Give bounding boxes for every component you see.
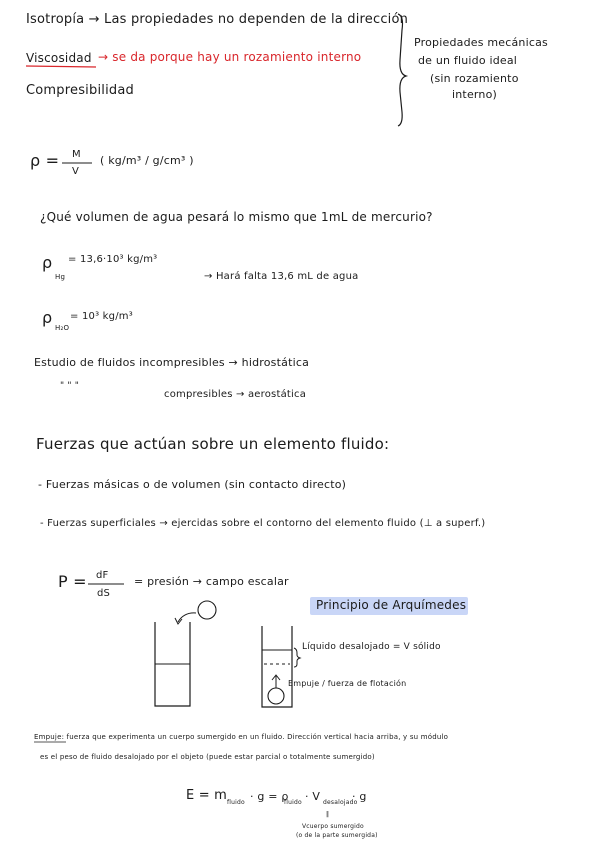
formula-V: · V bbox=[305, 790, 321, 803]
brace-note-1: Propiedades mecánicas bbox=[414, 36, 548, 49]
rho-h2o-symbol: ρ bbox=[42, 308, 53, 327]
density-denominator: V bbox=[72, 166, 80, 177]
ditto-marks: " " " bbox=[60, 381, 80, 391]
study-compressible: compresibles → aerostática bbox=[164, 389, 307, 400]
right-brace bbox=[398, 14, 406, 126]
formula-sub-fluido-1: fluido bbox=[227, 799, 245, 806]
rho-hg-value: = 13,6·10³ kg/m³ bbox=[68, 254, 158, 265]
formula-sub-fluido-2: fluido bbox=[284, 799, 302, 806]
right-beaker bbox=[262, 626, 292, 707]
pressure-lhs: P = bbox=[58, 572, 87, 591]
isotropy-line: Isotropía → Las propiedades no dependen de la dirección bbox=[26, 12, 409, 27]
formula-g: · g bbox=[352, 790, 367, 803]
rho-h2o-subscript: H₂O bbox=[55, 324, 70, 332]
left-beaker bbox=[155, 622, 190, 706]
density-numerator: M bbox=[72, 149, 81, 160]
density-lhs: ρ = bbox=[30, 151, 60, 170]
liquid-brace bbox=[294, 648, 300, 667]
volume-note-1: Vcuerpo sumergido bbox=[302, 823, 364, 830]
question-line: ¿Qué volumen de agua pesará lo mismo que 1mL de mercurio? bbox=[40, 210, 433, 224]
density-units: ( kg/m³ / g/cm³ ) bbox=[100, 154, 194, 167]
viscosidad-underline bbox=[26, 66, 96, 67]
answer-line: → Hará falta 13,6 mL de agua bbox=[204, 271, 359, 282]
study-incompressible: Estudio de fluidos incompresibles → hidrostática bbox=[34, 356, 310, 369]
volume-note-2: (o de la parte sumergida) bbox=[296, 832, 378, 839]
rho-h2o-value: = 10³ kg/m³ bbox=[70, 311, 133, 322]
compressibility-line: Compresibilidad bbox=[26, 83, 134, 98]
forces-title: Fuerzas que actúan sobre un elemento fluido: bbox=[36, 435, 390, 453]
force-surface: - Fuerzas superficiales → ejercidas sobre el contorno del elemento fluido (⊥ a superf.) bbox=[40, 518, 486, 529]
brace-note-3: (sin rozamiento bbox=[430, 72, 519, 85]
viscosity-explanation: → se da porque hay un rozamiento interno bbox=[98, 50, 362, 64]
empuje-definition-1: Empuje: fuerza que experimenta un cuerpo sumergido en un fluido. Dirección vertical hacia arriba, y su módulo bbox=[34, 733, 449, 741]
brace-note-4: interno) bbox=[452, 88, 498, 101]
liquid-displaced-label: Líquido desalojado = V sólido bbox=[302, 642, 441, 652]
formula-sub-desalojado: desalojado bbox=[323, 799, 358, 806]
force-mass: - Fuerzas másicas o de volumen (sin contacto directo) bbox=[38, 478, 347, 491]
rho-hg-subscript: Hg bbox=[55, 273, 66, 281]
pressure-rhs: = presión → campo escalar bbox=[134, 575, 289, 588]
rho-hg-symbol: ρ bbox=[42, 253, 53, 272]
pressure-numerator: dF bbox=[96, 570, 109, 581]
drop-arrow bbox=[178, 613, 196, 622]
formula-E: E = m bbox=[186, 788, 228, 803]
pressure-denominator: dS bbox=[97, 588, 111, 599]
empuje-definition-2: es el peso de fluido desalojado por el objeto (puede estar parcial o totalmente sumergido) bbox=[40, 753, 375, 761]
viscosity-word: Viscosidad bbox=[26, 51, 92, 65]
ball-submerged bbox=[268, 688, 284, 704]
ball-outside bbox=[198, 601, 216, 619]
archimedes-title: Principio de Arquímedes bbox=[316, 598, 467, 612]
buoyancy-label: Empuje / fuerza de flotación bbox=[288, 679, 407, 688]
brace-note-2: de un fluido ideal bbox=[418, 54, 518, 67]
formula-g-rho: · g = ρ bbox=[250, 790, 289, 803]
equality-mark: ‖ bbox=[326, 811, 330, 818]
